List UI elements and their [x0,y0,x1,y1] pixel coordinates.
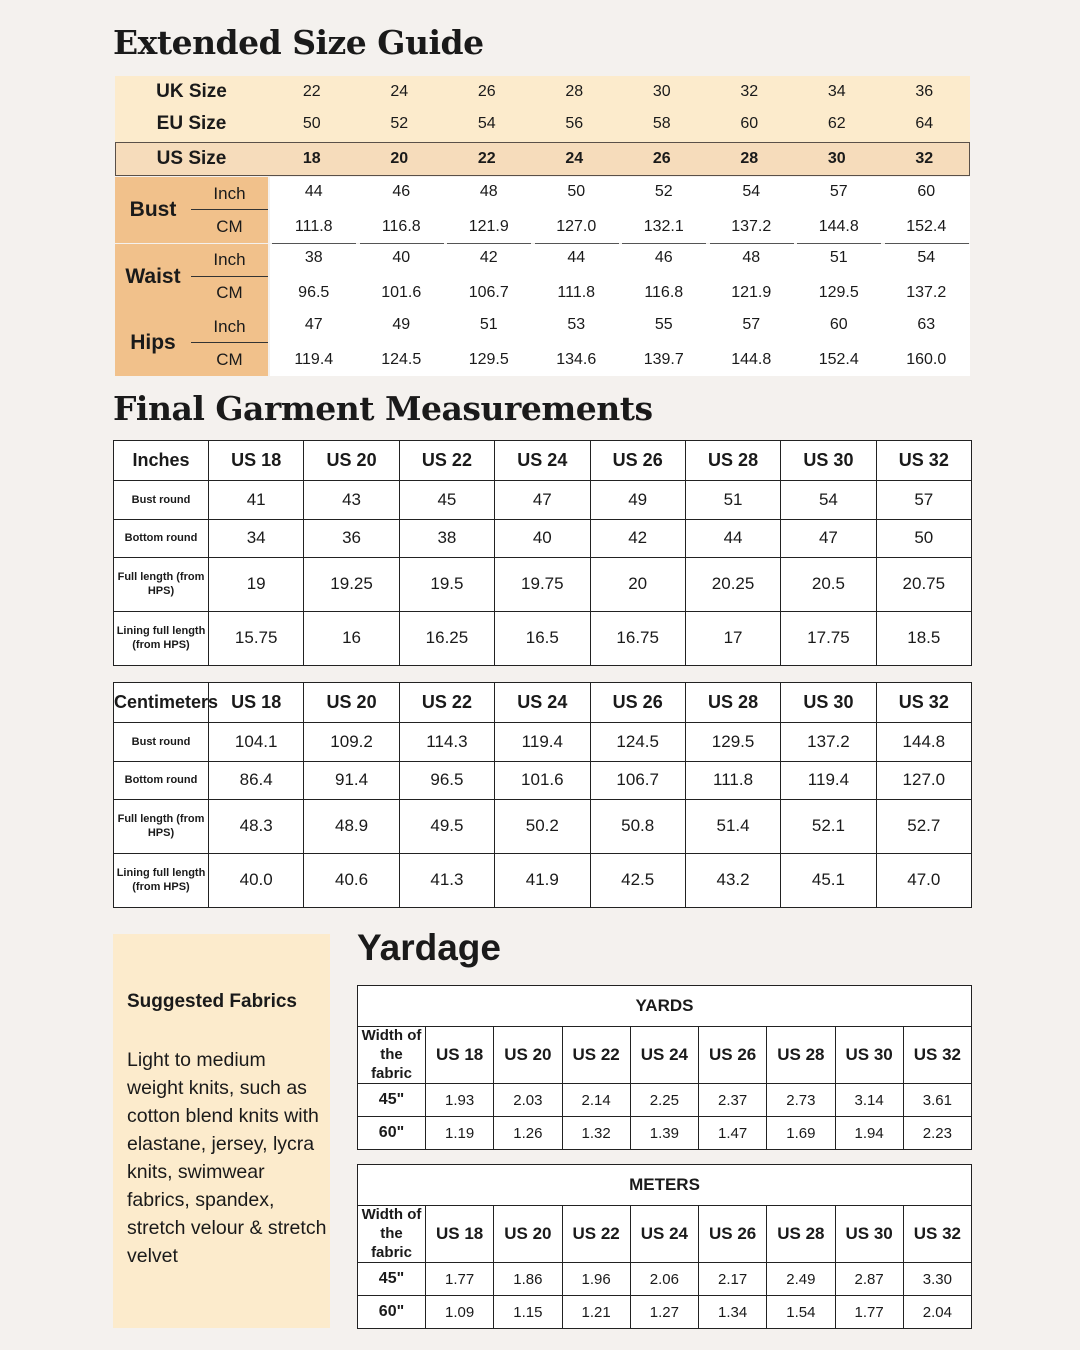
size-header: US 18 [209,683,304,723]
table-cell: 16.75 [590,611,685,665]
table-cell: 2.23 [903,1117,971,1150]
size-guide-table [115,76,970,375]
garment-centimeters-table [113,682,972,908]
table-row [114,519,972,557]
cm-unit-label: CM [216,216,243,236]
table-cell: 2.87 [835,1263,903,1296]
table-cell: 2.17 [699,1263,767,1296]
measure-value: 60 [829,315,848,333]
measure-value: 111.8 [294,217,333,235]
table-row [114,853,972,907]
row-label: Bust round [114,723,209,761]
measure-value: 152.4 [818,350,859,368]
header-row [114,683,972,723]
table-cell: 43.2 [685,853,780,907]
size-header: US 32 [903,1206,971,1263]
table-cell: 1.39 [630,1117,698,1150]
unit-header: Centimeters [114,683,209,723]
size-header: US 22 [399,441,494,481]
fabric-width: 60" [358,1296,426,1329]
measure-value: 51 [829,249,848,266]
us-size-cell: 32 [915,150,934,167]
fabrics-title: Suggested Fabrics [127,991,297,1012]
table-cell: 45.1 [781,853,876,907]
measure-value: 152.4 [906,217,947,235]
table-cell: 1.26 [494,1117,562,1150]
table-cell: 2.03 [494,1084,562,1117]
table-cell: 1.27 [630,1296,698,1329]
eu-size-cell: 62 [827,115,846,132]
measure-value: 46 [654,249,673,266]
measure-value: 160.0 [906,350,947,368]
size-header: US 22 [399,683,494,723]
measure-value: 60 [917,182,936,200]
inch-unit-label: Inch [213,183,246,203]
width-label: Width of the fabric [358,1206,426,1263]
size-header: US 24 [630,1027,698,1084]
table-cell: 41.3 [399,853,494,907]
size-header: US 26 [590,683,685,723]
size-header: US 28 [767,1027,835,1084]
table-cell: 57 [876,481,971,519]
table-cell: 42.5 [590,853,685,907]
size-header: US 28 [685,441,780,481]
table-cell: 1.21 [562,1296,630,1329]
us-size-cell: 22 [477,150,496,167]
measure-value: 144.8 [818,217,859,235]
size-header: US 22 [562,1027,630,1084]
table-cell: 1.09 [426,1296,494,1329]
table-cell: 50.8 [590,799,685,853]
table-row [358,1084,972,1117]
cm-unit-label: CM [216,283,243,302]
measure-value: 137.2 [731,217,772,235]
table-cell: 40.0 [209,853,304,907]
table-cell: 52.1 [781,799,876,853]
table-row [114,611,972,665]
unit-header: Inches [114,441,209,481]
eu-size-cell: 58 [652,115,671,132]
measure-value: 101.6 [381,284,422,301]
table-cell: 2.25 [630,1084,698,1117]
table-cell: 106.7 [590,761,685,799]
table-cell: 111.8 [685,761,780,799]
measure-value: 63 [917,315,936,333]
row-label: Bottom round [114,519,209,557]
measure-value: 96.5 [298,284,330,301]
table-cell: 34 [209,519,304,557]
table-cell: 40 [495,519,590,557]
table-cell: 44 [685,519,780,557]
table-cell: 86.4 [209,761,304,799]
size-header: US 20 [494,1206,562,1263]
table-cell: 19.75 [495,557,590,611]
table-cell: 1.54 [767,1296,835,1329]
table-cell: 47.0 [876,853,971,907]
measure-value: 42 [479,249,498,266]
row-label: Full length (from HPS) [114,799,209,853]
table-cell: 1.86 [494,1263,562,1296]
table-cell: 20 [590,557,685,611]
table-cell: 127.0 [876,761,971,799]
uk-size-label: UK Size [156,81,227,102]
row-label: Bust round [114,481,209,519]
table-cell: 1.19 [426,1117,494,1150]
size-header: US 30 [835,1027,903,1084]
fabric-width: 60" [358,1117,426,1150]
size-header: US 18 [209,441,304,481]
table-cell: 91.4 [304,761,399,799]
row-label: Bottom round [114,761,209,799]
table-cell: 1.96 [562,1263,630,1296]
table-cell: 16.5 [495,611,590,665]
size-header: US 24 [630,1206,698,1263]
table-cell: 47 [781,519,876,557]
table-cell: 19.5 [399,557,494,611]
garment-inches-table [113,440,972,666]
table-cell: 20.75 [876,557,971,611]
garment-title: Final Garment Measurements [113,389,653,428]
table-cell: 49.5 [399,799,494,853]
eu-size-cell: 50 [302,115,321,132]
table-cell: 54 [781,481,876,519]
measure-value: 48 [479,182,498,200]
uk-size-cell: 22 [302,83,321,100]
measure-value: 121.9 [731,284,772,301]
table-cell: 41 [209,481,304,519]
table-cell: 1.15 [494,1296,562,1329]
header-row [358,1027,972,1084]
measure-value: 54 [742,182,761,200]
table-cell: 1.94 [835,1117,903,1150]
measure-value: 116.8 [381,217,421,235]
table-cell: 47 [495,481,590,519]
table-cell: 129.5 [685,723,780,761]
eu-size-row [115,108,970,140]
title-row [358,986,972,1027]
table-cell: 1.77 [426,1263,494,1296]
table-cell: 1.77 [835,1296,903,1329]
measure-value: 54 [917,249,936,266]
table-cell: 15.75 [209,611,304,665]
table-cell: 49 [590,481,685,519]
size-header: US 20 [304,683,399,723]
measure-values [270,310,970,376]
eu-size-cell: 60 [740,115,759,132]
fabric-width: 45" [358,1084,426,1117]
size-header: US 26 [699,1206,767,1263]
suggested-fabrics-panel [113,934,330,1328]
measure-value: 137.2 [906,284,947,301]
measure-waist [115,244,268,310]
table-cell: 48.9 [304,799,399,853]
measure-value: 57 [742,315,761,333]
size-header: US 32 [903,1027,971,1084]
header-row [358,1206,972,1263]
table-cell: 36 [304,519,399,557]
table-row [114,799,972,853]
table-cell: 1.32 [562,1117,630,1150]
size-header: US 32 [876,441,971,481]
title-row [358,1165,972,1206]
measure-value: 106.7 [468,284,509,301]
measure-bust [115,177,268,243]
measure-value: 44 [567,249,586,266]
measure-value: 51 [479,315,498,333]
size-header: US 28 [767,1206,835,1263]
table-cell: 52.7 [876,799,971,853]
table-cell: 1.47 [699,1117,767,1150]
measure-value: 48 [742,249,761,266]
measure-value: 129.5 [818,284,859,301]
measure-value: 129.5 [468,350,509,368]
eu-size-label: EU Size [156,113,227,134]
table-cell: 38 [399,519,494,557]
measure-value: 119.4 [294,350,334,368]
uk-size-cell: 28 [565,83,584,100]
table-cell: 2.04 [903,1296,971,1329]
table-cell: 17 [685,611,780,665]
uk-size-cell: 34 [827,83,846,100]
table-cell: 50.2 [495,799,590,853]
table-cell: 51 [685,481,780,519]
measure-value: 139.7 [643,350,684,368]
size-header: US 24 [495,683,590,723]
table-cell: 114.3 [399,723,494,761]
uk-size-cell: 26 [477,83,496,100]
measure-hips [115,310,268,376]
measure-value: 49 [392,315,411,333]
table-cell: 3.30 [903,1263,971,1296]
measure-value: 53 [567,315,586,333]
table-cell: 137.2 [781,723,876,761]
uk-size-cell: 32 [740,83,759,100]
inch-unit-label: Inch [213,250,246,269]
row-label: Lining full length (from HPS) [114,853,209,907]
uk-size-cell: 24 [390,83,409,100]
measure-name: Hips [130,331,176,354]
measure-value: 111.8 [557,284,596,301]
measure-value: 132.1 [643,217,684,235]
measure-value: 134.6 [556,350,597,368]
measure-value: 127.0 [556,217,597,235]
cm-values-row [270,343,970,376]
measure-name: Waist [125,264,181,288]
size-header: US 30 [781,441,876,481]
table-cell: 2.49 [767,1263,835,1296]
size-header: US 20 [304,441,399,481]
measure-values [270,244,970,310]
table-cell: 96.5 [399,761,494,799]
table-cell: 18.5 [876,611,971,665]
header-row [114,441,972,481]
table-row [114,557,972,611]
table-cell: 19 [209,557,304,611]
us-size-cell: 28 [740,150,759,167]
measure-value: 47 [304,315,323,333]
inch-values-row [270,175,970,208]
size-header: US 22 [562,1206,630,1263]
us-size-cell: 30 [827,150,846,167]
table-cell: 43 [304,481,399,519]
table-cell: 45 [399,481,494,519]
table-cell: 19.25 [304,557,399,611]
measure-value: 144.8 [731,350,772,368]
table-cell: 16 [304,611,399,665]
measure-value: 57 [829,182,848,200]
table-cell: 50 [876,519,971,557]
uk-size-cell: 30 [652,83,671,100]
table-cell: 2.06 [630,1263,698,1296]
eu-size-cell: 64 [915,115,934,132]
yardage-yards-table [357,985,972,1150]
yardage-title: Yardage [357,927,501,968]
size-header: US 20 [494,1027,562,1084]
row-label: Lining full length (from HPS) [114,611,209,665]
table-cell: 119.4 [781,761,876,799]
table-cell: 41.9 [495,853,590,907]
uk-size-row [115,76,970,108]
us-size-cell: 18 [302,150,321,167]
table-cell: 17.75 [781,611,876,665]
table-cell: 16.25 [399,611,494,665]
unit-header: YARDS [358,986,972,1027]
measure-value: 55 [654,315,673,333]
size-header: US 30 [835,1206,903,1263]
table-row [358,1263,972,1296]
table-row [358,1117,972,1150]
table-cell: 109.2 [304,723,399,761]
row-label: Full length (from HPS) [114,557,209,611]
us-size-row [115,142,970,176]
size-header: US 18 [426,1206,494,1263]
table-cell: 2.73 [767,1084,835,1117]
measure-value: 46 [392,182,411,200]
table-cell: 119.4 [495,723,590,761]
us-size-cell: 20 [390,150,409,167]
us-size-cell: 24 [565,150,584,167]
measure-value: 121.9 [468,217,509,235]
size-header: US 30 [781,683,876,723]
table-cell: 144.8 [876,723,971,761]
inch-values-row [270,308,970,341]
inch-unit-label: Inch [213,316,246,336]
size-header: US 26 [699,1027,767,1084]
table-row [114,723,972,761]
table-cell: 101.6 [495,761,590,799]
eu-size-cell: 54 [477,115,496,132]
measure-value: 50 [567,182,586,200]
measure-value: 40 [392,249,411,266]
table-cell: 3.61 [903,1084,971,1117]
eu-size-cell: 52 [390,115,409,132]
measure-name: Bust [129,198,177,221]
table-row [114,481,972,519]
measure-value: 38 [304,249,323,266]
table-cell: 3.14 [835,1084,903,1117]
measure-value: 52 [654,182,673,200]
table-cell: 1.34 [699,1296,767,1329]
table-cell: 2.14 [562,1084,630,1117]
unit-header: METERS [358,1165,972,1206]
table-row [358,1296,972,1329]
size-header: US 26 [590,441,685,481]
table-cell: 1.93 [426,1084,494,1117]
table-cell: 104.1 [209,723,304,761]
table-cell: 1.69 [767,1117,835,1150]
yardage-meters-table [357,1164,972,1329]
cm-values-row [270,210,970,243]
measure-value: 116.8 [644,284,684,301]
measure-value: 124.5 [381,350,422,368]
table-cell: 20.25 [685,557,780,611]
table-cell: 124.5 [590,723,685,761]
size-header: US 18 [426,1027,494,1084]
size-header: US 32 [876,683,971,723]
measure-value: 44 [304,182,323,200]
table-cell: 2.37 [699,1084,767,1117]
table-cell: 40.6 [304,853,399,907]
uk-size-cell: 36 [915,83,934,100]
fabric-width: 45" [358,1263,426,1296]
us-size-cell: 26 [652,150,671,167]
size-header: US 24 [495,441,590,481]
us-size-label: US Size [156,148,227,169]
inch-values-row [270,242,970,275]
width-label: Width of the fabric [358,1027,426,1084]
table-row [114,761,972,799]
fabrics-text: Light to medium weight knits, such as cotton blend knits with elastane, jersey, lycra knits, swimwear fabrics, spandex, stretch velour & stretch velvet [127,1049,327,1267]
cm-unit-label: CM [216,349,243,369]
table-cell: 48.3 [209,799,304,853]
table-cell: 51.4 [685,799,780,853]
eu-size-cell: 56 [565,115,584,132]
table-cell: 42 [590,519,685,557]
size-guide-title: Extended Size Guide [113,23,484,62]
size-header: US 28 [685,683,780,723]
cm-values-row [270,277,970,310]
table-cell: 20.5 [781,557,876,611]
measure-values [270,177,970,243]
